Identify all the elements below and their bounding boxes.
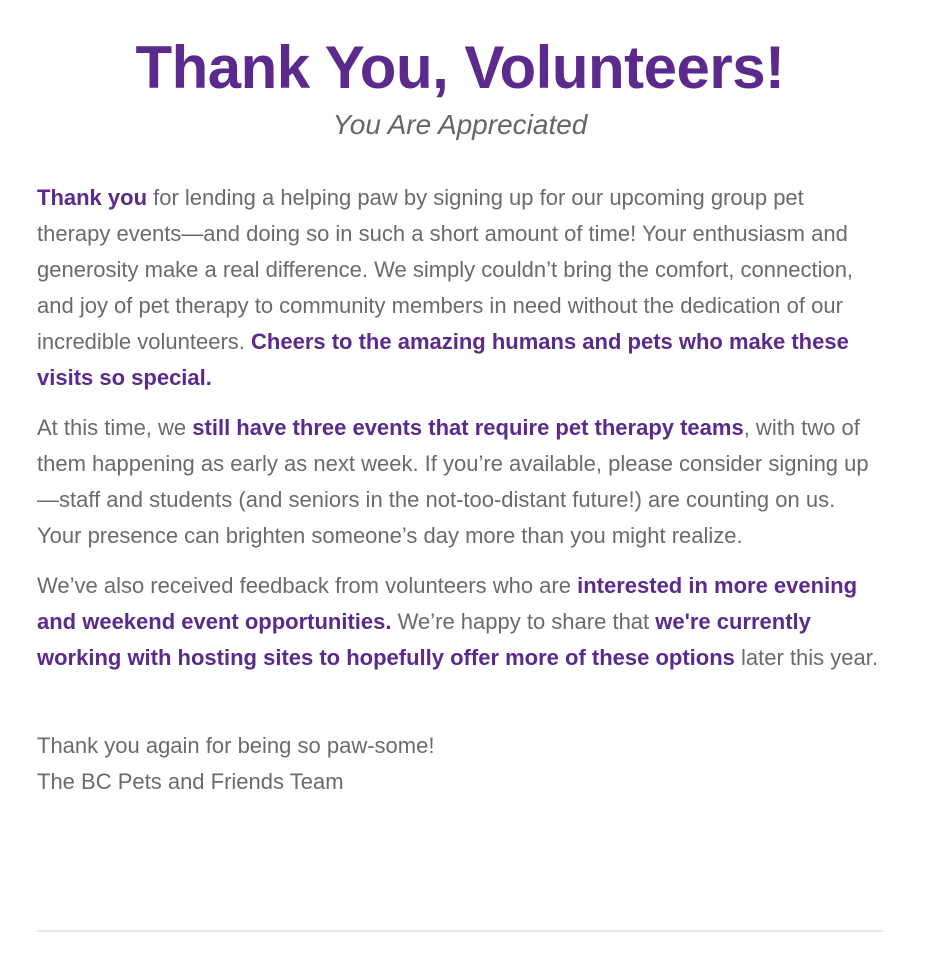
signoff (37, 728, 883, 800)
paragraph-events (37, 410, 883, 554)
highlight-three-events: still have three events that require pet therapy teams (192, 415, 744, 440)
highlight-hosting-sites: we're currently working with hosting sites to hopefully offer more of these options (37, 609, 811, 670)
text-segment: At this time, we (37, 415, 193, 440)
text-segment: later this year. (734, 645, 878, 670)
text-segment: , with two of them happening as early as next week. If you’re available, please consider signing up—staff and students (and seniors in the not-too-distant future!) are counting on us. Your presence can brighten someone’s day more than you might realize. (37, 415, 869, 548)
text-segment: We’ve also received feedback from volunteers who are (37, 573, 578, 598)
highlight-evening-weekend: interested in more evening and weekend event opportunities. (37, 573, 858, 634)
page-subtitle: You Are Appreciated (332, 109, 588, 140)
text-segment: We’re happy to share that (391, 609, 656, 634)
paragraph-feedback (37, 568, 883, 676)
text-segment: for lending a helping paw by signing up for our upcoming group pet therapy events—and doing so in such a short amount of time! Your enthusiasm and generosity make a real difference. We simply couldn’t bring the comfort, connection, and joy of pet therapy to community members in need without the dedication of our incredible volunteers. (37, 185, 854, 354)
signoff-line: Thank you again for being so paw-some! (37, 733, 435, 758)
paragraph-thanks (37, 180, 883, 396)
signoff-team: The BC Pets and Friends Team (37, 769, 344, 794)
page-title: Thank You, Volunteers! (135, 34, 785, 101)
divider (37, 930, 883, 932)
email-body (37, 0, 883, 800)
highlight-thank-you: Thank you (37, 185, 148, 210)
highlight-cheers: Cheers to the amazing humans and pets who make these visits so special. (37, 329, 849, 390)
